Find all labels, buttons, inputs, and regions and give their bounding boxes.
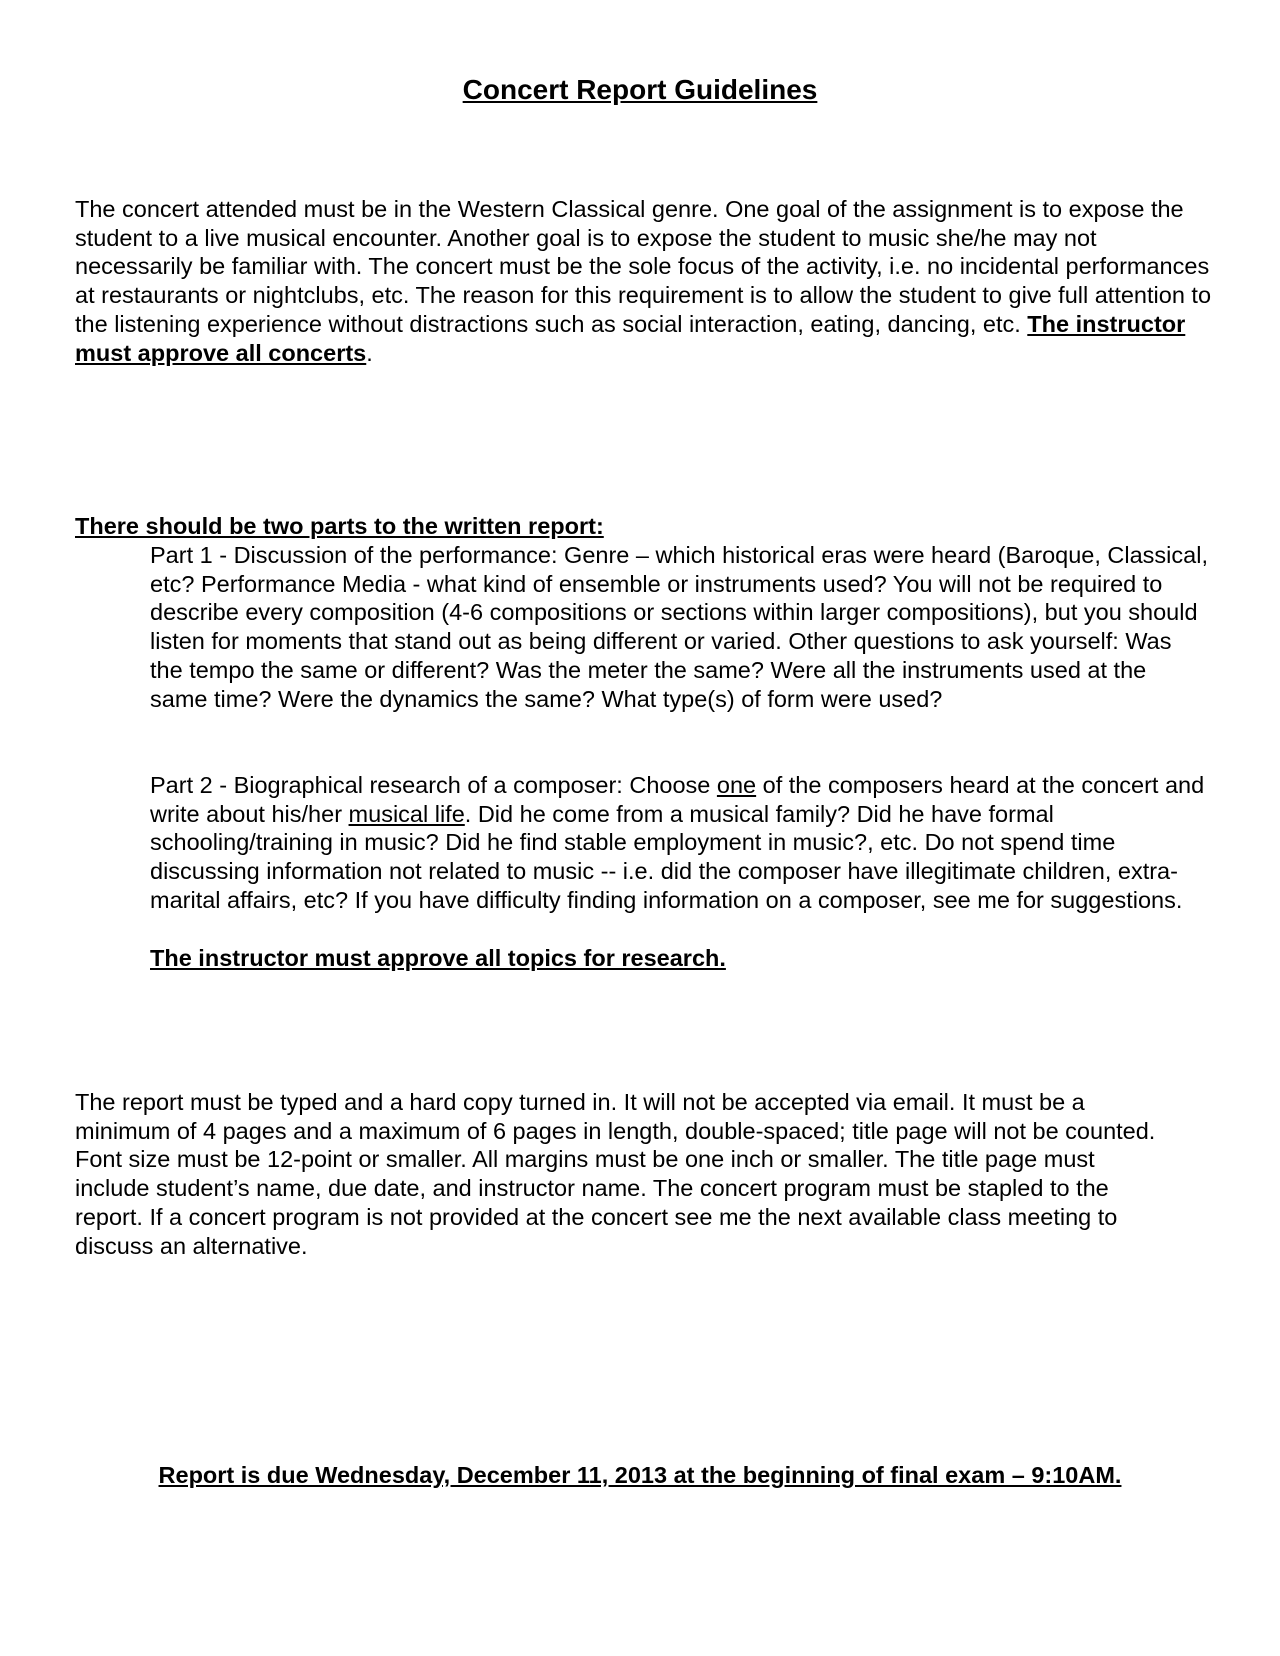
intro-end: .	[366, 339, 373, 366]
document-title-text: Concert Report Guidelines	[462, 74, 818, 105]
due-date-text: Report is due Wednesday, December 11, 2013 at the beginning of final exam – 9:10AM.	[158, 1462, 1122, 1488]
intro-emphasis: The instructor must approve all concerts	[75, 310, 1186, 366]
intro-paragraph	[75, 195, 1220, 367]
due-date-line	[0, 1461, 1280, 1490]
part2-text-a: Part 2 - Biographical research of a composer: Choose	[150, 772, 717, 798]
intro-text: The concert attended must be in the Western Classical genre. One goal of the assignment is to expose the student to a live musical encounter. Another goal is to expose the student to music she/he may not necessarily be familiar with. The concert must be the sole focus of the activity, i.e. no incidental performances at restaurants or nightclubs, etc. The reason for this requirement is to allow the student to give full attention to the listening experience without distractions such as social interaction, eating, dancing, etc.	[75, 196, 1212, 337]
part2-musical-life: musical life	[348, 800, 465, 827]
part2-text-b: of the composers heard at the concert and write about his/her	[150, 772, 1205, 827]
part2-paragraph	[150, 771, 1210, 915]
part1-paragraph: Part 1 - Discussion of the performance: Genre – which historical eras were heard (Baroque, Classical, etc? Performance Media - what kind of ensemble or instruments used? You will not be required to describe every composition (4-6 compositions or sections within larger compositions), but you should listen for moments that stand out as being different or varied. Other questions to ask yourself: Was the tempo the same or different? Was the meter the same? Were all the instruments used at the same time? Were the dynamics the same? What type(s) of form were used?	[150, 542, 1208, 712]
part2-approve-note: The instructor must approve all topics for research.	[150, 945, 726, 971]
part2-text-c: . Did he come from a musical family? Did he have formal schooling/training in music? Did he find stable employment in music?, etc. Do not spend time discussing information not related to music -- i.e. did the composer have illegitimate children, extra-marital affairs, etc? If you have difficulty finding information on a composer, see me for suggestions.	[150, 800, 1183, 913]
document-title	[0, 73, 1280, 107]
parts-heading: There should be two parts to the written report:	[75, 513, 604, 539]
requirements-paragraph: The report must be typed and a hard copy turned in. It will not be accepted via email. It must be a minimum of 4 pages and a maximum of 6 pages in length, double-spaced; title page will not be counted. Font size must be 12-point or smaller. All margins must be one inch or smaller. The title page must include student’s name, due date, and instructor name. The concert program must be stapled to the report. If a concert program is not provided at the concert see me the next available class meeting to discuss an alternative.	[75, 1089, 1156, 1259]
part2-one: one	[716, 772, 757, 798]
